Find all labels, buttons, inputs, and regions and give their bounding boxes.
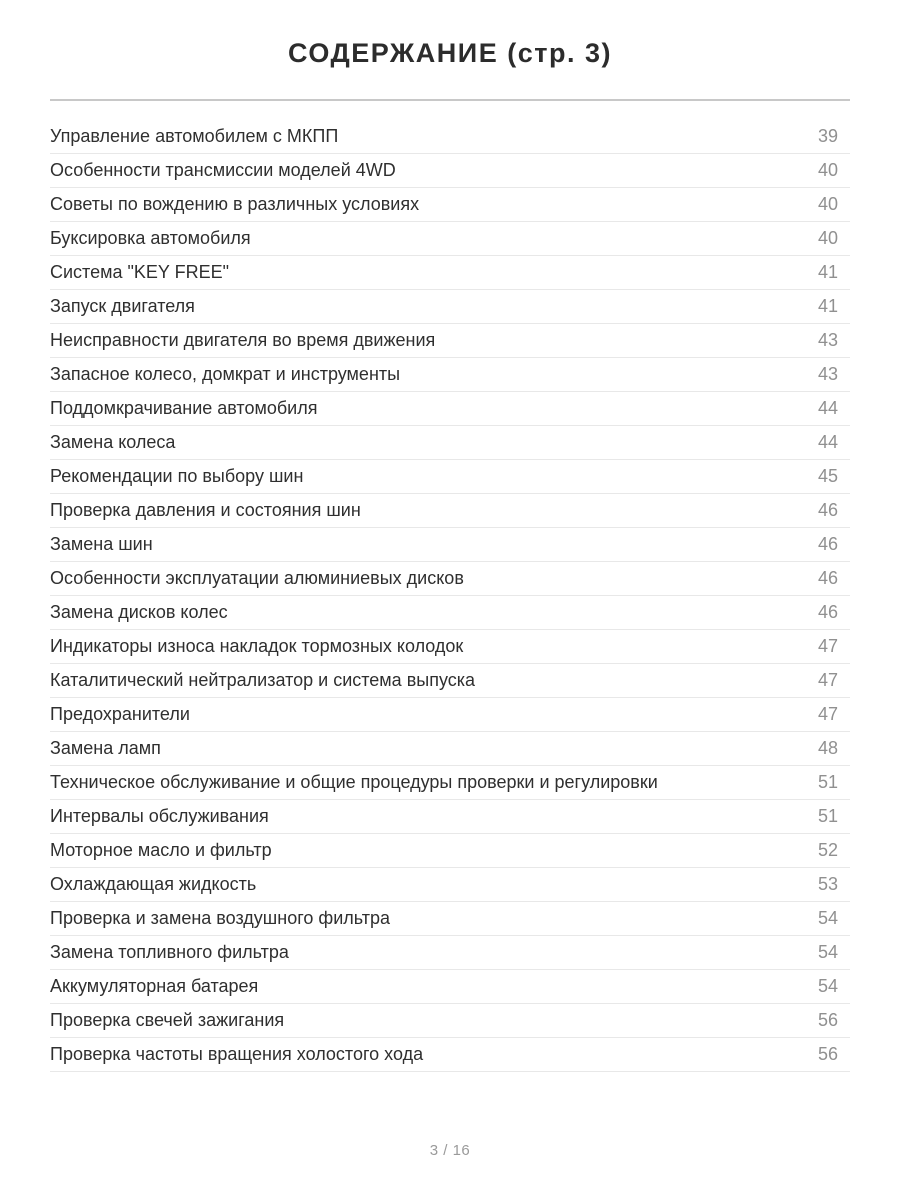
toc-entry-page-number: 47: [817, 704, 838, 724]
toc-row[interactable]: [50, 154, 850, 188]
toc-row[interactable]: [50, 460, 850, 494]
toc-entry-page-number: 43: [817, 330, 838, 350]
toc-entry-label: Проверка и замена воздушного фильтра: [50, 908, 390, 928]
toc-entry-label: Замена колеса: [50, 432, 176, 452]
toc-entry-label: Замена ламп: [50, 738, 161, 758]
toc-row[interactable]: [50, 800, 850, 834]
toc-entry-label: Индикаторы износа накладок тормозных колодок: [50, 636, 464, 656]
toc-entry-label: Проверка свечей зажигания: [50, 1010, 285, 1030]
toc-row[interactable]: [50, 562, 850, 596]
toc-entry-page-number: 41: [817, 262, 838, 282]
toc-entry-label: Запуск двигателя: [50, 296, 195, 316]
toc-entry-label: Запасное колесо, домкрат и инструменты: [50, 364, 401, 384]
toc-entry-page-number: 46: [817, 500, 838, 520]
toc-row[interactable]: [50, 970, 850, 1004]
toc-entry-page-number: 40: [817, 228, 838, 248]
toc-entry-label: Предохранители: [50, 704, 190, 724]
toc-row[interactable]: [50, 936, 850, 970]
toc-row[interactable]: [50, 1038, 850, 1072]
toc-entry-label: Охлаждающая жидкость: [50, 874, 257, 894]
toc-entry-label: Особенности эксплуатации алюминиевых дисков: [50, 568, 464, 588]
toc-entry-page-number: 40: [817, 194, 838, 214]
toc-entry-page-number: 54: [817, 976, 838, 996]
toc-row[interactable]: [50, 766, 850, 800]
toc-entry-page-number: 46: [817, 602, 838, 622]
toc-entry-label: Управление автомобилем с МКПП: [50, 126, 339, 146]
toc-entry-page-number: 46: [817, 568, 838, 588]
toc-row[interactable]: [50, 834, 850, 868]
toc-entry-label: Моторное масло и фильтр: [50, 840, 272, 860]
toc-list: [50, 120, 850, 1072]
toc-entry-page-number: 47: [817, 670, 838, 690]
toc-entry-page-number: 39: [817, 126, 838, 146]
toc-entry-label: Каталитический нейтрализатор и система выпуска: [50, 670, 476, 690]
toc-entry-page-number: 51: [817, 772, 838, 792]
toc-entry-page-number: 44: [817, 432, 838, 452]
toc-entry-label: Поддомкрачивание автомобиля: [50, 398, 318, 418]
toc-entry-page-number: 45: [817, 466, 838, 486]
toc-entry-page-number: 56: [817, 1044, 838, 1064]
toc-entry-label: Интервалы обслуживания: [50, 806, 269, 826]
toc-entry-page-number: 54: [817, 908, 838, 928]
toc-entry-label: Особенности трансмиссии моделей 4WD: [50, 160, 396, 180]
toc-entry-page-number: 47: [817, 636, 838, 656]
toc-entry-label: Советы по вождению в различных условиях: [50, 194, 420, 214]
toc-row[interactable]: [50, 290, 850, 324]
toc-entry-label: Техническое обслуживание и общие процедуры проверки и регулировки: [50, 772, 658, 792]
toc-row[interactable]: [50, 630, 850, 664]
toc-entry-label: Буксировка автомобиля: [50, 228, 251, 248]
toc-row[interactable]: [50, 868, 850, 902]
toc-row[interactable]: [50, 358, 850, 392]
toc-entry-page-number: 41: [817, 296, 838, 316]
toc-entry-label: Замена шин: [50, 534, 153, 554]
toc-row[interactable]: [50, 1004, 850, 1038]
toc-entry-label: Неисправности двигателя во время движения: [50, 330, 436, 350]
toc-row[interactable]: [50, 324, 850, 358]
toc-entry-page-number: 52: [817, 840, 838, 860]
toc-entry-page-number: 51: [817, 806, 838, 826]
toc-entry-page-number: 43: [817, 364, 838, 384]
toc-row[interactable]: [50, 698, 850, 732]
toc-entry-page-number: 48: [817, 738, 838, 758]
toc-row[interactable]: [50, 732, 850, 766]
title-divider: [50, 99, 850, 101]
page-indicator: 3 / 16: [429, 1142, 471, 1159]
toc-entry-label: Замена топливного фильтра: [50, 942, 289, 962]
toc-entry-label: Проверка давления и состояния шин: [50, 500, 361, 520]
toc-row[interactable]: [50, 596, 850, 630]
toc-entry-page-number: 46: [817, 534, 838, 554]
toc-row[interactable]: [50, 528, 850, 562]
toc-entry-label: Замена дисков колес: [50, 602, 228, 622]
toc-row[interactable]: [50, 902, 850, 936]
toc-entry-label: Проверка частоты вращения холостого хода: [50, 1044, 424, 1064]
toc-row[interactable]: [50, 664, 850, 698]
toc-entry-page-number: 56: [817, 1010, 838, 1030]
toc-row[interactable]: [50, 120, 850, 154]
toc-row[interactable]: [50, 188, 850, 222]
toc-row[interactable]: [50, 222, 850, 256]
toc-entry-page-number: 53: [817, 874, 838, 894]
page-title: СОДЕРЖАНИЕ (стр. 3): [288, 38, 612, 68]
toc-row[interactable]: [50, 256, 850, 290]
toc-row[interactable]: [50, 426, 850, 460]
toc-row[interactable]: [50, 494, 850, 528]
toc-entry-label: Система "KEY FREE": [50, 262, 229, 282]
toc-entry-label: Рекомендации по выбору шин: [50, 466, 304, 486]
toc-row[interactable]: [50, 392, 850, 426]
toc-entry-label: Аккумуляторная батарея: [50, 976, 259, 996]
toc-entry-page-number: 44: [817, 398, 838, 418]
toc-entry-page-number: 54: [817, 942, 838, 962]
toc-entry-page-number: 40: [817, 160, 838, 180]
